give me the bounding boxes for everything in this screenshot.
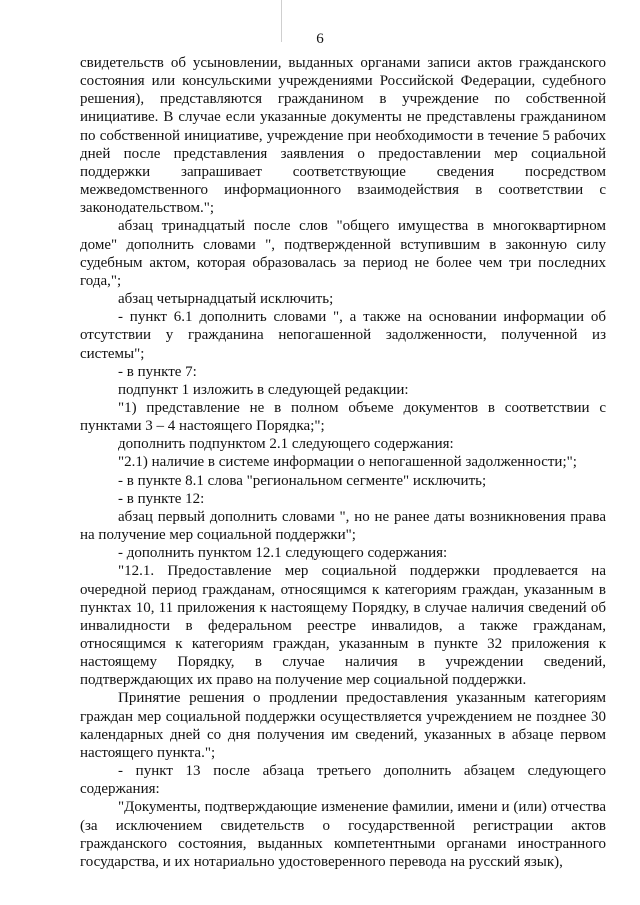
document-paragraph: подпункт 1 изложить в следующей редакции: xyxy=(118,381,409,398)
document-paragraph: Принятие решения о продлении предоставления указанным категориям граждан мер социальной поддержки осуществляется учреждением не позднее 30 календарных дней со дня получения им сведений, указанных в абзаце первом настоящего пункта."; xyxy=(80,690,606,761)
document-paragraph: абзац тринадцатый после слов "общего имущества в многоквартирном доме" дополнить словами ", подтвержденной вступившим в законную силу судебным актом, которая образовалась за период не более чем три последних года,"; xyxy=(80,218,606,289)
document-paragraph: "12.1. Предоставление мер социальной поддержки продлевается на очередной период гражданам, относящимся к категориям граждан, указанным в пунктах 10, 11 приложения к настоящему Порядку, в случае наличия сведений об инвалидности в федеральном реестре инвалидов, а также гражданам, относящимся к категориям граждан, указанным в пункте 32 приложения к настоящему Порядку, в случае наличия в учреждении сведений, подтверждающих их право на получение мер социальной поддержки. xyxy=(80,563,606,689)
page-number: 6 xyxy=(316,31,324,47)
document-paragraph: - пункт 6.1 дополнить словами ", а также на основании информации об отсутствии у гражданина непогашенной задолженности, полученной из системы"; xyxy=(80,309,606,362)
document-paragraph: "2.1) наличие в системе информации о непогашенной задолженности;"; xyxy=(118,454,577,471)
document-paragraph: - в пункте 8.1 слова "региональном сегменте" исключить; xyxy=(118,472,487,489)
document-paragraph: - в пункте 7: xyxy=(118,363,197,380)
document-paragraph: - дополнить пунктом 12.1 следующего содержания: xyxy=(118,545,448,562)
document-body xyxy=(80,54,606,871)
document-paragraph: дополнить подпунктом 2.1 следующего содержания: xyxy=(118,436,454,453)
document-paragraph: свидетельств об усыновлении, выданных органами записи актов гражданского состояния или консульскими учреждениями Российской Федерации, судебного решения), представляются гражданином в учреждение по собственной инициативе. В случае если указанные документы не представлены гражданином по собственной инициативе, учреждение при необходимости в течение 5 рабочих дней после представления заявления о предоставлении мер социальной поддержки запрашивает соответствующие сведения посредством межведомственного информационного взаимодействия в соответствии с законодательством."; xyxy=(80,55,606,217)
document-paragraph: абзац четырнадцатый исключить; xyxy=(118,291,334,308)
document-paragraph: абзац первый дополнить словами ", но не ранее даты возникновения права на получение мер социальной поддержки"; xyxy=(80,508,606,544)
document-paragraph: - в пункте 12: xyxy=(118,490,205,507)
document-paragraph: - пункт 13 после абзаца третьего дополнить абзацем следующего содержания: xyxy=(80,763,606,798)
document-paragraph: "1) представление не в полном объеме документов в соответствии с пунктами 3 – 4 настоящего Порядка;"; xyxy=(80,399,606,435)
document-paragraph: "Документы, подтверждающие изменение фамилии, имени и (или) отчества (за исключением свидетельств о государственной регистрации актов гражданского состояния, выданных компетентными органами иностранного государства, и их нотариально удостоверенного перевода на русский язык), xyxy=(80,799,606,870)
